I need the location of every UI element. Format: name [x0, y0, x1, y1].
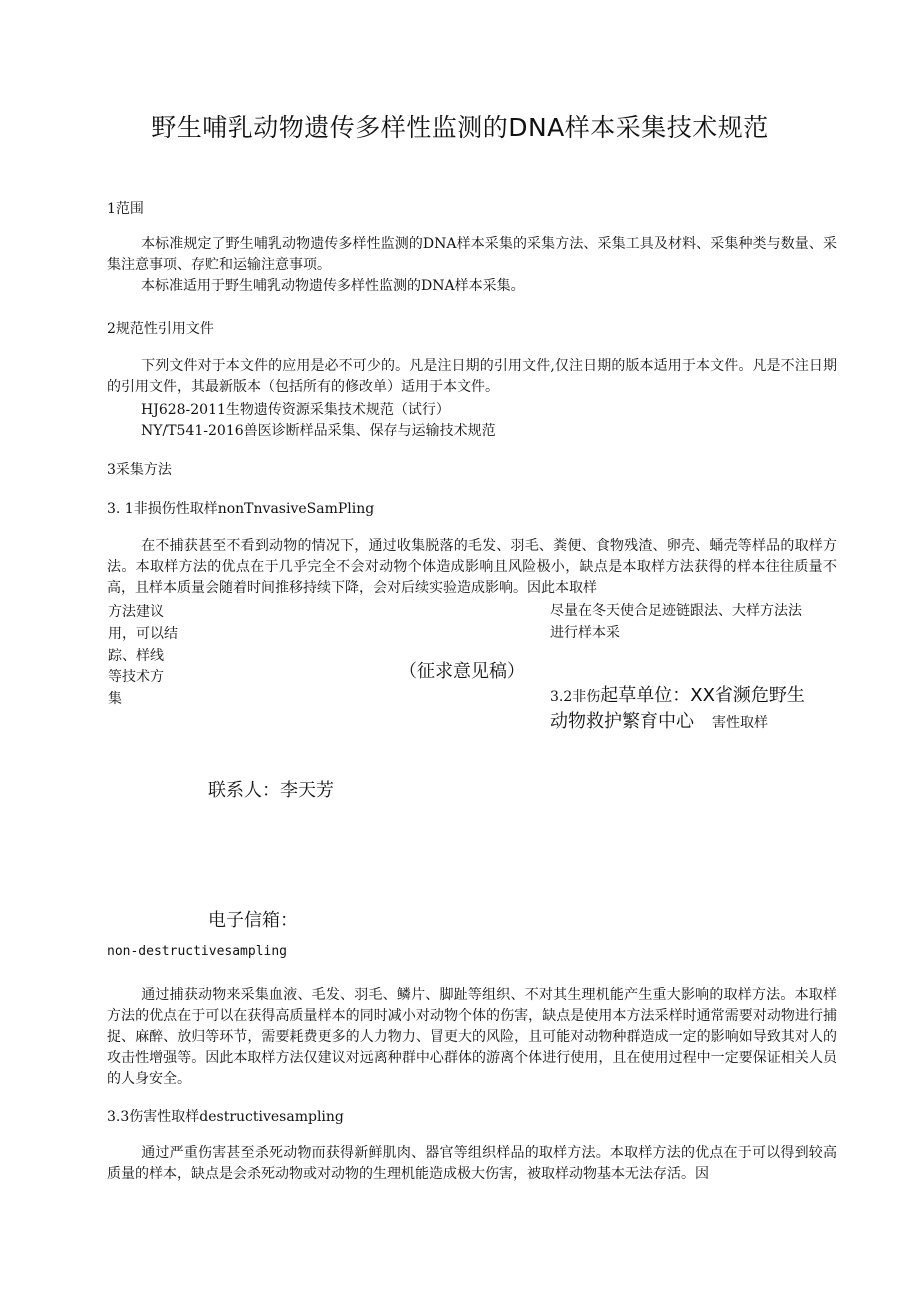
draft-notice: （征求意见稿） — [399, 661, 525, 682]
left-column-line-5: 集 — [108, 691, 122, 707]
left-column-line-1: 方法建议 — [108, 604, 164, 620]
subsection-3-2-prefix: 3.2非伤 — [550, 689, 601, 705]
subsection-3-2-paragraph: 通过捕获动物来采集血液、毛发、羽毛、鳞片、脚趾等组织、不对其生理机能产生重大影响的取样方法。本取样方法的优点在于可以在获得高质量样本的同时减小对动物个体的伤害，缺点是使用本方法采样时通常需要对动物进行捕捉、麻醉、放归等环节，需要耗费更多的人力物力、冒更大的风险，且可能对动物种群造成一定的影响如导致其对人的攻击性增强等。因此本取样方法仅建议对远离种群中心群体的游离个体进行使用，且在使用过程中一定要保证相关人员的人身安全。 — [107, 987, 837, 1087]
subsection-3-1-heading: 3. 1非损伤性取样nonTnvasiveSamPling — [107, 501, 375, 517]
subsection-3-2-suffix: 害性取样 — [712, 715, 768, 731]
document-title: 野生哺乳动物遗传多样性监测的DNA样本采集技术规范 — [151, 113, 769, 142]
section-1-paragraph-1: 本标准规定了野生哺乳动物遗传多样性监测的DNA样本采集的采集方法、采集工具及材料、采集种类与数量、采集注意事项、存贮和运输注意事项。 — [107, 236, 837, 273]
reference-1: HJ628-2011生物遗传资源采集技术规范（试行） — [141, 402, 450, 418]
email-label: 电子信箱： — [208, 910, 298, 931]
left-column-line-3: 踪、样线 — [108, 648, 164, 664]
right-column-line-2: 进行样本采 — [550, 625, 620, 641]
left-column-line-2: 用，可以结 — [108, 626, 178, 642]
subsection-3-3-paragraph: 通过严重伤害甚至杀死动物而获得新鲜肌肉、器官等组织样品的取样方法。本取样方法的优点在于可以得到较高质量的样本，缺点是会杀死动物或对动物的生理机能造成极大伤害，被取样动物基本无法存活。因 — [107, 1145, 837, 1182]
drafting-unit-line-1: 起草单位：XX省濒危野生 — [600, 685, 805, 706]
drafting-unit-line-2: 动物救护繁育中心 — [550, 711, 694, 732]
section-2-heading: 2规范性引用文件 — [107, 321, 214, 337]
contact-person: 联系人：李天芳 — [208, 780, 334, 801]
left-column-line-4: 等技术方 — [108, 669, 164, 685]
subsection-3-2-english: non-destructivesampling — [107, 944, 288, 959]
reference-2: NY/T541-2016兽医诊断样品采集、保存与运输技术规范 — [141, 423, 496, 439]
subsection-3-1-paragraph: 在不捕获甚至不看到动物的情况下，通过收集脱落的毛发、羽毛、粪便、食物残渣、卵壳、蛹壳等样品的取样方法。本取样方法的优点在于几乎完全不会对动物个体造成影响且风险极小，缺点是本取样方法获得的样本往往质量不高，且样本质量会随着时间推移持续下降，会对后续实验造成影响。因此本取样 — [107, 538, 837, 596]
right-column-line-1: 尽量在冬天使合足迹链跟法、大样方法法 — [550, 603, 802, 619]
section-3-heading: 3采集方法 — [107, 462, 172, 478]
section-1-paragraph-2: 本标准适用于野生哺乳动物遗传多样性监测的DNA样本采集。 — [141, 278, 525, 294]
drafting-unit-block — [550, 681, 805, 707]
drafting-unit-block-2 — [550, 707, 768, 733]
subsection-3-3-heading: 3.3伤害性取样destructivesampling — [107, 1109, 344, 1125]
section-2-paragraph-1: 下列文件对于本文件的应用是必不可少的。凡是注日期的引用文件,仅注日期的版本适用于本文件。凡是不注日期的引用文件，其最新版本（包括所有的修改单）适用于本文件。 — [107, 358, 837, 395]
section-1-heading: 1范围 — [107, 201, 144, 217]
